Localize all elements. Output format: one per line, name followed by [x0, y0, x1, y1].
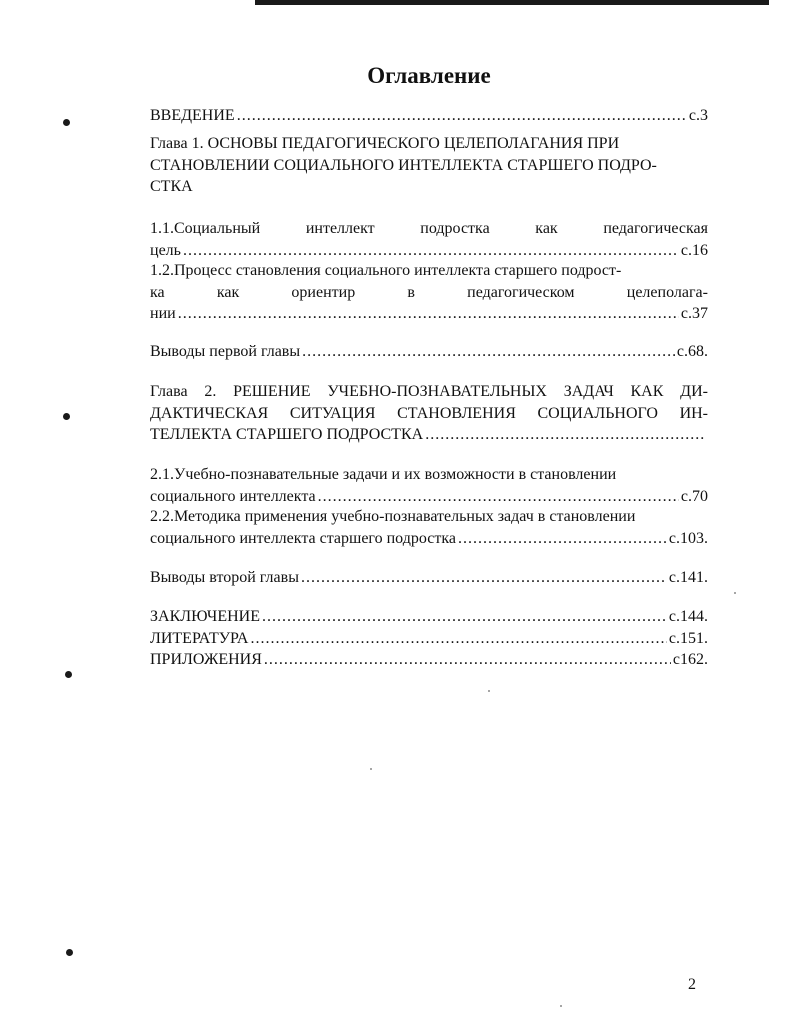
leader-dots: [458, 528, 667, 550]
page-title: Оглавление: [367, 63, 491, 88]
leader-dots: [425, 424, 706, 446]
leader-dots: [250, 628, 666, 650]
toc-section-2-2: [150, 506, 708, 549]
binder-hole-mark: [63, 413, 70, 420]
toc-page-ref: с.141.: [668, 569, 708, 586]
section-line: 1.2.Процесс становления социального интеллекта старшего подрост-: [150, 262, 622, 279]
toc-appendices-entry: [150, 649, 708, 671]
scan-top-border: [255, 0, 769, 5]
scan-speck: [488, 690, 490, 692]
toc-page-ref: с.103.: [668, 529, 708, 547]
scan-speck: [370, 768, 372, 770]
toc-entry-label: социального интеллекта старшего подростка: [150, 529, 456, 547]
chapter-1-heading: [150, 133, 708, 198]
heading-line: ТЕЛЛЕКТА СТАРШЕГО ПОДРОСТКА: [150, 426, 424, 443]
toc-introduction: [150, 105, 708, 127]
toc-entry-label: Выводы первой главы: [150, 343, 301, 360]
scan-speck: [734, 592, 736, 594]
toc-page-ref: с.70: [680, 487, 708, 505]
toc-entry-label: цель: [150, 241, 181, 259]
toc-entry-label: ЗАКЛЮЧЕНИЕ: [150, 608, 260, 625]
toc-entry-label: ЛИТЕРАТУРА: [150, 629, 249, 647]
toc-entry-label: ПРИЛОЖЕНИЯ: [150, 651, 262, 668]
toc-section-2-1: [150, 464, 708, 507]
heading-line: Глава 1. ОСНОВЫ ПЕДАГОГИЧЕСКОГО ЦЕЛЕПОЛАГАНИЯ ПРИ: [150, 135, 620, 152]
leader-dots: [262, 606, 667, 628]
toc-section-1-1: [150, 218, 708, 261]
toc-entry-label: социального интеллекта: [150, 487, 316, 505]
section-line: 2.2.Методика применения учебно-познавательных задач в становлении: [150, 508, 636, 525]
toc-page-ref: с.16: [680, 241, 708, 259]
toc-page-ref: с.3: [688, 107, 708, 124]
heading-line: Глава 2. РЕШЕНИЕ УЧЕБНО-ПОЗНАВАТЕЛЬНЫХ ЗАДАЧ КАК ДИ-: [150, 383, 708, 400]
leader-dots: [301, 567, 667, 589]
toc-section-1-2: [150, 260, 708, 325]
leader-dots: [183, 240, 679, 262]
page-number: 2: [688, 976, 696, 993]
binder-hole-mark: [65, 671, 72, 678]
toc-page-ref: с.37: [680, 305, 708, 322]
toc-entry-label: ВВЕДЕНИЕ: [150, 107, 235, 124]
toc-entry-label: Выводы второй главы: [150, 569, 299, 586]
leader-dots: [302, 341, 675, 363]
binder-hole-mark: [63, 119, 70, 126]
toc-chapter-1-conclusion: [150, 341, 708, 363]
heading-line: СТКА: [150, 178, 193, 195]
toc-page-ref: с162.: [672, 651, 708, 668]
heading-line: ДАКТИЧЕСКАЯ СИТУАЦИЯ СТАНОВЛЕНИЯ СОЦИАЛЬНОГО ИН-: [150, 404, 708, 422]
section-line: 2.1.Учебно-познавательные задачи и их возможности в становлении: [150, 466, 617, 483]
leader-dots: [178, 303, 679, 325]
toc-final-entries: [150, 606, 708, 671]
heading-line: СТАНОВЛЕНИИ СОЦИАЛЬНОГО ИНТЕЛЛЕКТА СТАРШЕГО ПОДРО-: [150, 156, 657, 174]
chapter-2-heading: [150, 381, 708, 446]
scan-speck: [560, 1005, 562, 1007]
toc-literature-entry: [150, 628, 708, 650]
toc-entry-label: нии: [150, 305, 176, 322]
toc-chapter-2-conclusion: [150, 567, 708, 589]
toc-conclusion-entry: [150, 606, 708, 628]
toc-page-ref: с.151.: [668, 629, 708, 647]
toc-page-ref: с.144.: [668, 608, 708, 625]
binder-hole-mark: [66, 949, 73, 956]
section-line: 1.1.Социальный интеллект подростка как педагогическая: [150, 220, 708, 237]
leader-dots: [237, 105, 687, 127]
leader-dots: [318, 486, 679, 508]
toc-page-ref: с.68.: [676, 343, 708, 360]
leader-dots: [264, 649, 671, 671]
section-line: ка как ориентир в педагогическом целеполага-: [150, 283, 708, 301]
